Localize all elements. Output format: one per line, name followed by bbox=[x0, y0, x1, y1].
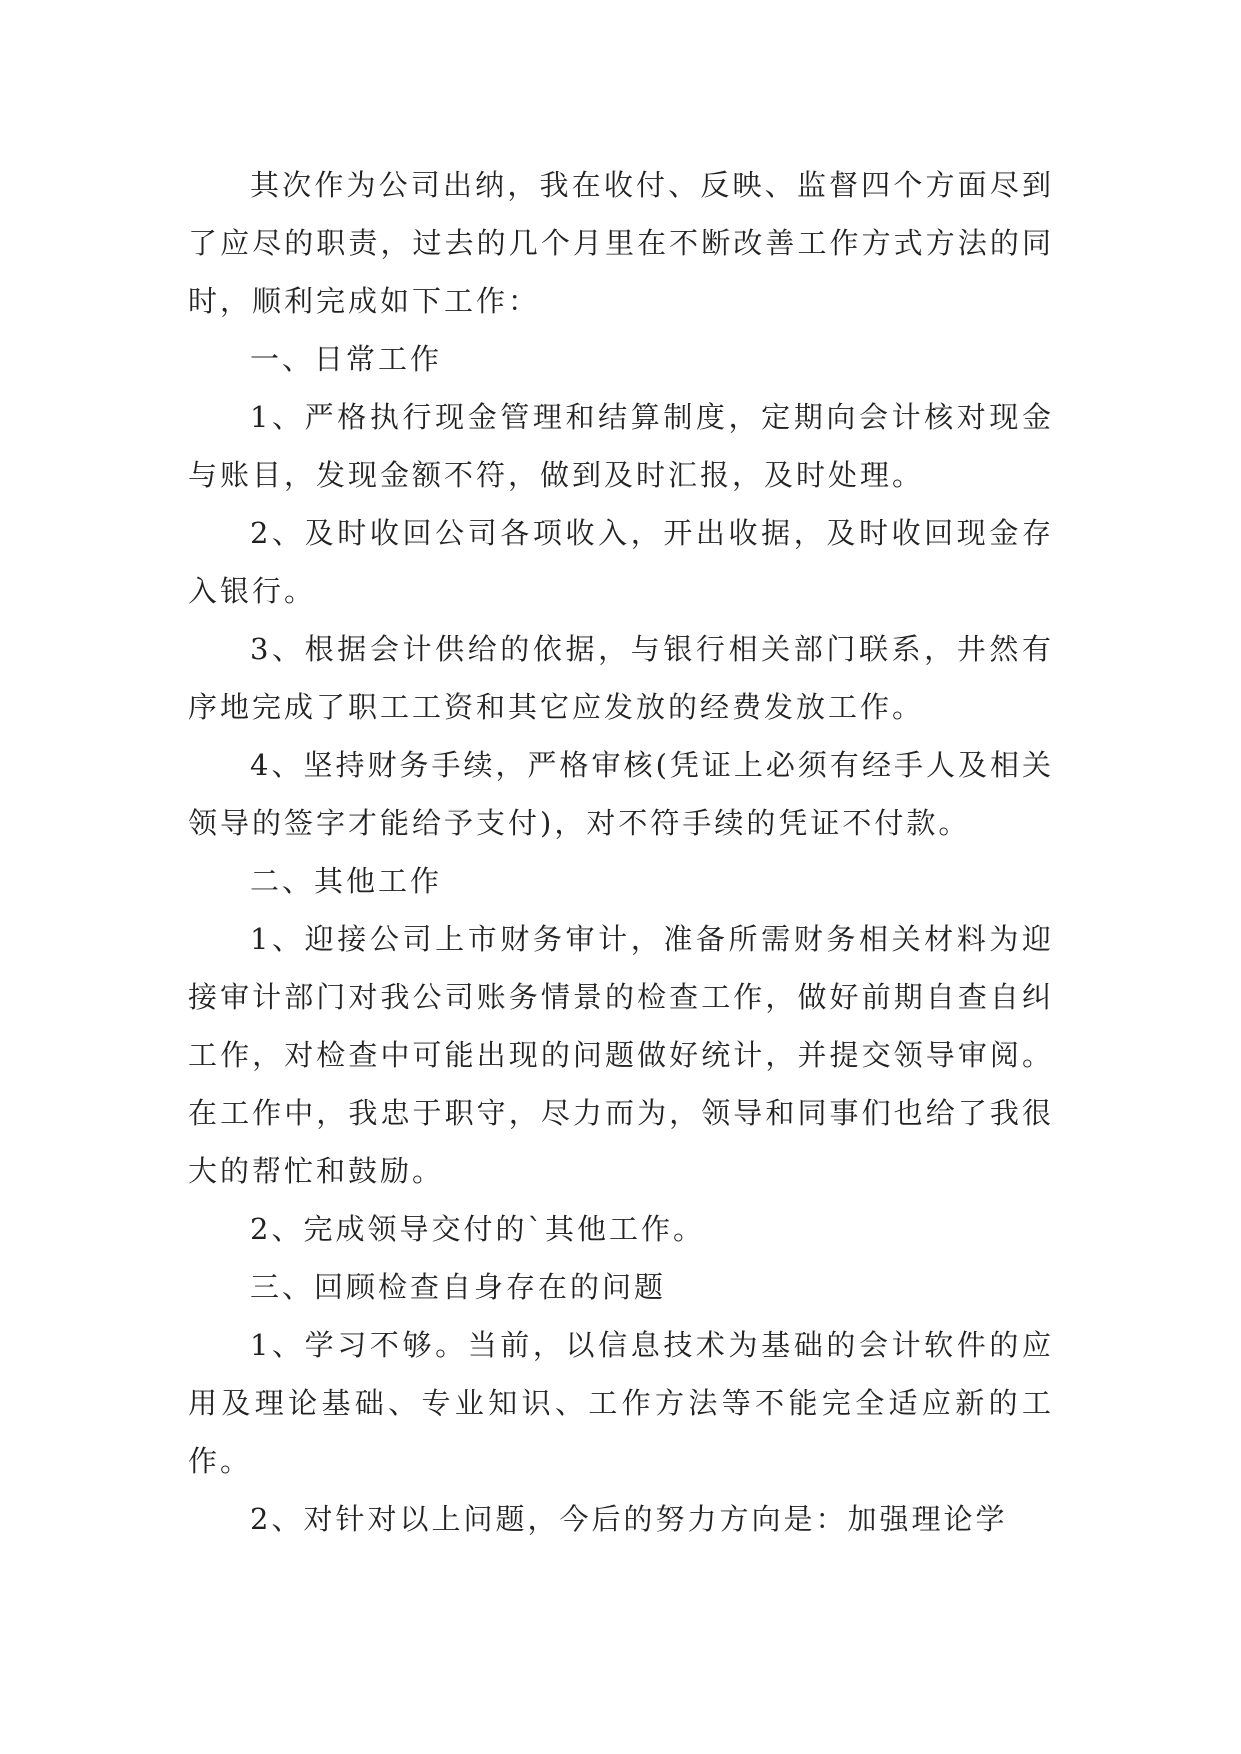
paragraph: 1、严格执行现金管理和结算制度，定期向会计核对现金与账目，发现金额不符，做到及时汇报，及时处理。 bbox=[188, 400, 1054, 492]
section-heading: 一、日常工作 bbox=[250, 342, 443, 376]
paragraph: 其次作为公司出纳，我在收付、反映、监督四个方面尽到了应尽的职责，过去的几个月里在不断改善工作方式方法的同时，顺利完成如下工作： bbox=[188, 168, 1054, 318]
paragraph: 3、根据会计供给的依据，与银行相关部门联系，井然有序地完成了职工工资和其它应发放的经费发放工作。 bbox=[188, 632, 1054, 724]
section-heading: 二、其他工作 bbox=[250, 864, 443, 898]
paragraph: 2、完成领导交付的`其他工作。 bbox=[250, 1212, 705, 1246]
paragraph: 2、及时收回公司各项收入，开出收据，及时收回现金存入银行。 bbox=[188, 516, 1054, 608]
paragraph: 1、迎接公司上市财务审计，准备所需财务相关材料为迎接审计部门对我公司账务情景的检查工作，做好前期自查自纠工作，对检查中可能出现的问题做好统计，并提交领导审阅。在工作中，我忠于职守，尽力而为，领导和同事们也给了我很大的帮忙和鼓励。 bbox=[188, 922, 1054, 1188]
paragraph: 4、坚持财务手续，严格审核(凭证上必须有经手人及相关领导的签字才能给予支付)，对不符手续的凭证不付款。 bbox=[188, 748, 1054, 840]
paragraph: 2、对针对以上问题，今后的努力方向是：加强理论学 bbox=[250, 1502, 1008, 1536]
document-body bbox=[188, 156, 1054, 1548]
section-heading: 三、回顾检查自身存在的问题 bbox=[250, 1270, 667, 1304]
paragraph: 1、学习不够。当前，以信息技术为基础的会计软件的应用及理论基础、专业知识、工作方法等不能完全适应新的工作。 bbox=[188, 1328, 1054, 1478]
